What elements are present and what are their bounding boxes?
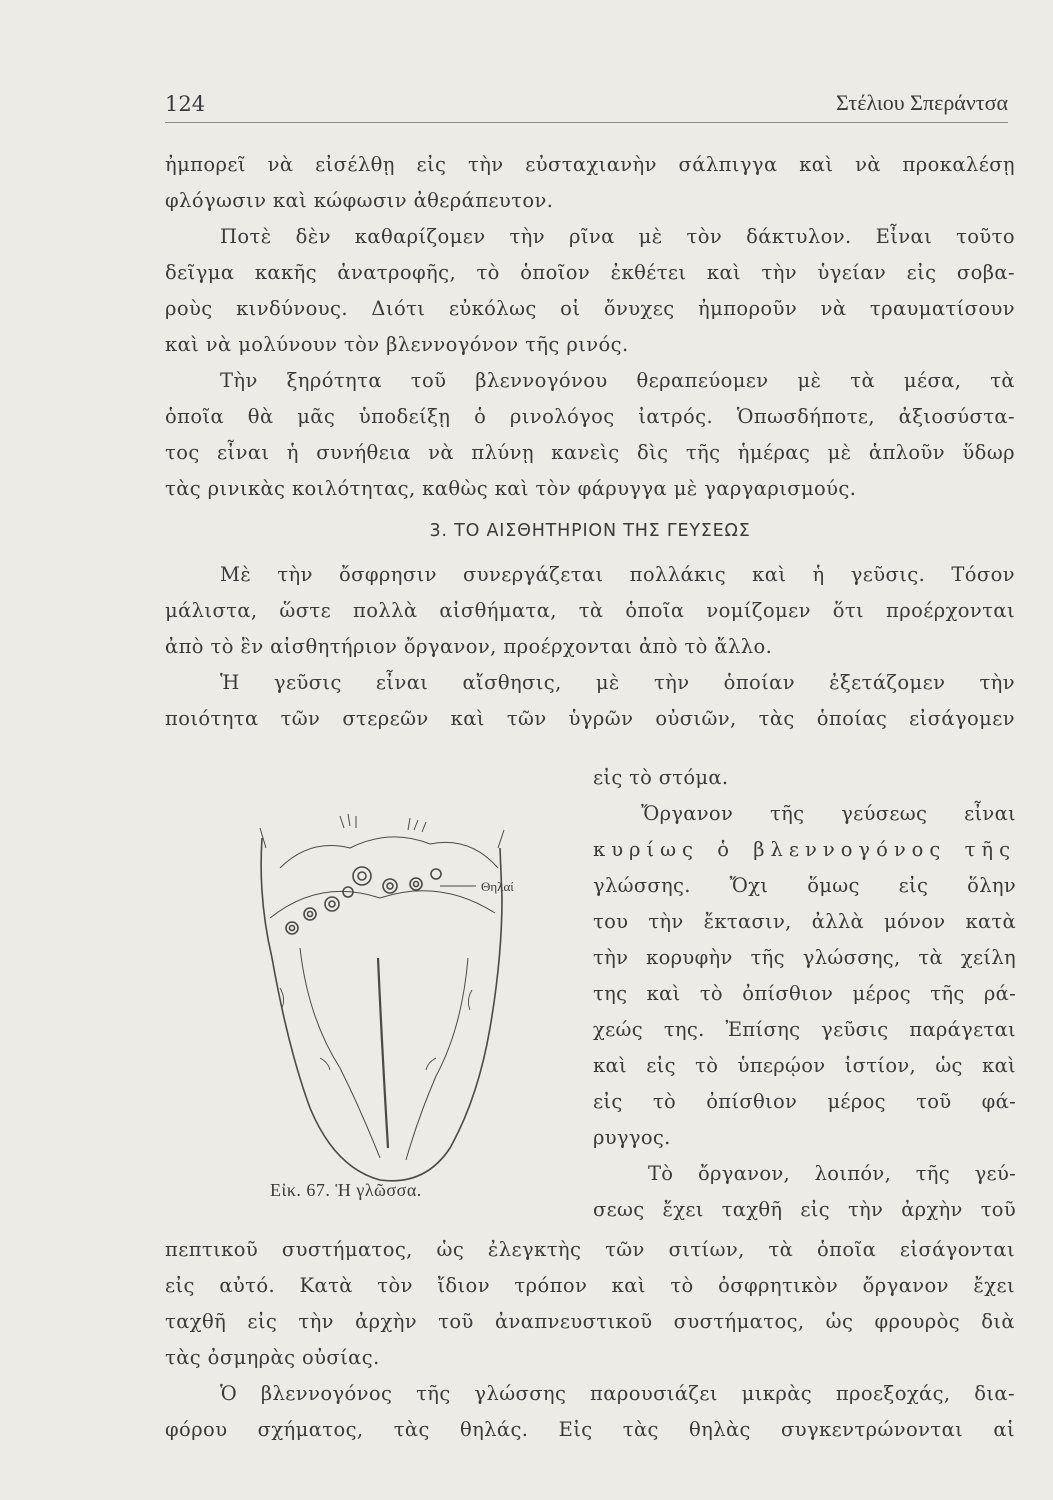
- paragraph-block-nose-care: [165, 147, 1015, 737]
- text-line: δεῖγμα κακῆς ἀνατροφῆς, τὸ ὁποῖον ἐκθέτει καὶ τὴν ὑγείαν εἰς σοβα-: [165, 261, 1015, 284]
- running-title: Στέλιου Σπεράντσα: [835, 90, 1008, 115]
- text-line: τος εἶναι ἡ συνήθεια νὰ πλύνῃ κανεὶς δὶς τῆς ἡμέρας μὲ ἁπλοῦν ὕδωρ: [165, 441, 1015, 464]
- text-line: γλώσσης. Ὄχι ὅμως εἰς ὅλην: [593, 874, 1016, 897]
- text-line: ἠμπορεῖ νὰ εἰσέλθῃ εἰς τὴν εὐσταχιανὴν σάλπιγγα καὶ νὰ προκαλέσῃ: [165, 153, 1015, 176]
- text-line: φλόγωσιν καὶ κώφωσιν ἀθεράπευτον.: [165, 189, 554, 212]
- text-line: τὰς ρινικὰς κοιλότητας, καθὼς καὶ τὸν φάρυγγα μὲ γαργαρισμούς.: [165, 477, 857, 500]
- text-line: ὁποῖα θὰ μᾶς ὑποδείξῃ ὁ ρινολόγος ἰατρός. Ὁπωσδήποτε, ἀξιοσύστα-: [165, 405, 1015, 428]
- text-line: τὰς ὀσμηρὰς οὐσίας.: [165, 1346, 380, 1369]
- text-line: φόρου σχήματος, τὰς θηλάς. Εἰς τὰς θηλὰς συγκεντρώνονται αἱ: [165, 1418, 1015, 1441]
- papillae-label: Θηλαί: [481, 879, 514, 894]
- figure-caption: Εἰκ. 67. Ἡ γλῶσσα.: [270, 1180, 422, 1200]
- paragraph-block-taste-organ: [593, 760, 1016, 1228]
- text-line: χεώς της. Ἐπίσης γεῦσις παράγεται: [593, 1018, 1016, 1041]
- text-line: Ὁ βλεννογόνος τῆς γλώσσης παρουσιάζει μικρὰς προεξοχάς, δια-: [220, 1382, 1015, 1405]
- text-line: Ὄργανον τῆς γεύσεως εἶναι: [641, 802, 1016, 825]
- page-number: 124: [165, 92, 206, 116]
- text-line: ροὺς κινδύνους. Διότι εὐκόλως οἱ ὄνυχες ἠμποροῦν νὰ τραυματίσουν: [165, 297, 1015, 320]
- text-line: ἀπὸ τὸ ἓν αἰσθητήριον ὄργανον, προέρχονται ἀπὸ τὸ ἄλλο.: [165, 635, 773, 658]
- text-line: μάλιστα, ὥστε πολλὰ αἰσθήματα, τὰ ὁποῖα νομίζομεν ὅτι προέρχονται: [165, 599, 1015, 622]
- text-line: ρυγγος.: [593, 1126, 671, 1149]
- text-line: καὶ εἰς τὸ ὑπερῴον ἱστίον, ὡς καὶ: [593, 1054, 1016, 1077]
- text-line: Μὲ τὴν ὄσφρησιν συνεργάζεται πολλάκις καὶ ἡ γεῦσις. Τόσον: [220, 563, 1015, 586]
- text-line: τὴν κορυφὴν τῆς γλώσσης, τὰ χείλη: [593, 946, 1016, 969]
- text-line: καὶ νὰ μολύνουν τὸν βλεννογόνον τῆς ρινός.: [165, 333, 629, 356]
- text-line: Τὴν ξηρότητα τοῦ βλεννογόνου θεραπεύομεν μὲ τὰ μέσα, τὰ: [220, 369, 1015, 392]
- text-line: Τὸ ὄργανον, λοιπόν, τῆς γεύ-: [648, 1162, 1016, 1185]
- tongue-illustration: [240, 808, 560, 1188]
- text-line: ταχθῆ εἰς τὴν ἀρχὴν τοῦ ἀναπνευστικοῦ συστήματος, ὡς φρουρὸς διὰ: [165, 1310, 1015, 1333]
- text-line: ποιότητα τῶν στερεῶν καὶ τῶν ὑγρῶν οὐσιῶν, τὰς ὁποίας εἰσάγομεν: [165, 707, 1015, 730]
- text-line: κυρίως ὁ βλεννογόνος τῆς: [593, 838, 1016, 861]
- section-heading: 3. ΤΟ ΑΙΣΘΗΤΗΡΙΟΝ ΤΗΣ ΓΕΥΣΕΩΣ: [429, 521, 751, 541]
- running-head: [165, 86, 1008, 123]
- text-line: εἰς τὸ στόμα.: [593, 766, 729, 789]
- text-line: του τὴν ἔκτασιν, ἀλλὰ μόνον κατὰ: [593, 910, 1016, 933]
- text-line: εἰς αὐτό. Κατὰ τὸν ἴδιον τρόπον καὶ τὸ ὀσφρητικὸν ὄργανον ἔχει: [165, 1274, 1015, 1297]
- text-line: εἰς τὸ ὀπίσθιον μέρος τοῦ φά-: [593, 1090, 1016, 1113]
- paragraph-block-papillae: [165, 1232, 1015, 1448]
- text-line: σεως ἔχει ταχθῆ εἰς τὴν ἀρχὴν τοῦ: [593, 1198, 1016, 1221]
- text-line: της καὶ τὸ ὀπίσθιον μέρος τῆς ρά-: [593, 982, 1016, 1005]
- text-line: Ποτὲ δὲν καθαρίζομεν τὴν ρῖνα μὲ τὸν δάκτυλον. Εἶναι τοῦτο: [220, 225, 1015, 248]
- text-line: πεπτικοῦ συστήματος, ὡς ἐλεγκτὴς τῶν σιτίων, τὰ ὁποῖα εἰσάγονται: [165, 1238, 1015, 1261]
- text-line: Ἡ γεῦσις εἶναι αἴσθησις, μὲ τὴν ὁποίαν ἐξετάζομεν τὴν: [220, 671, 1015, 694]
